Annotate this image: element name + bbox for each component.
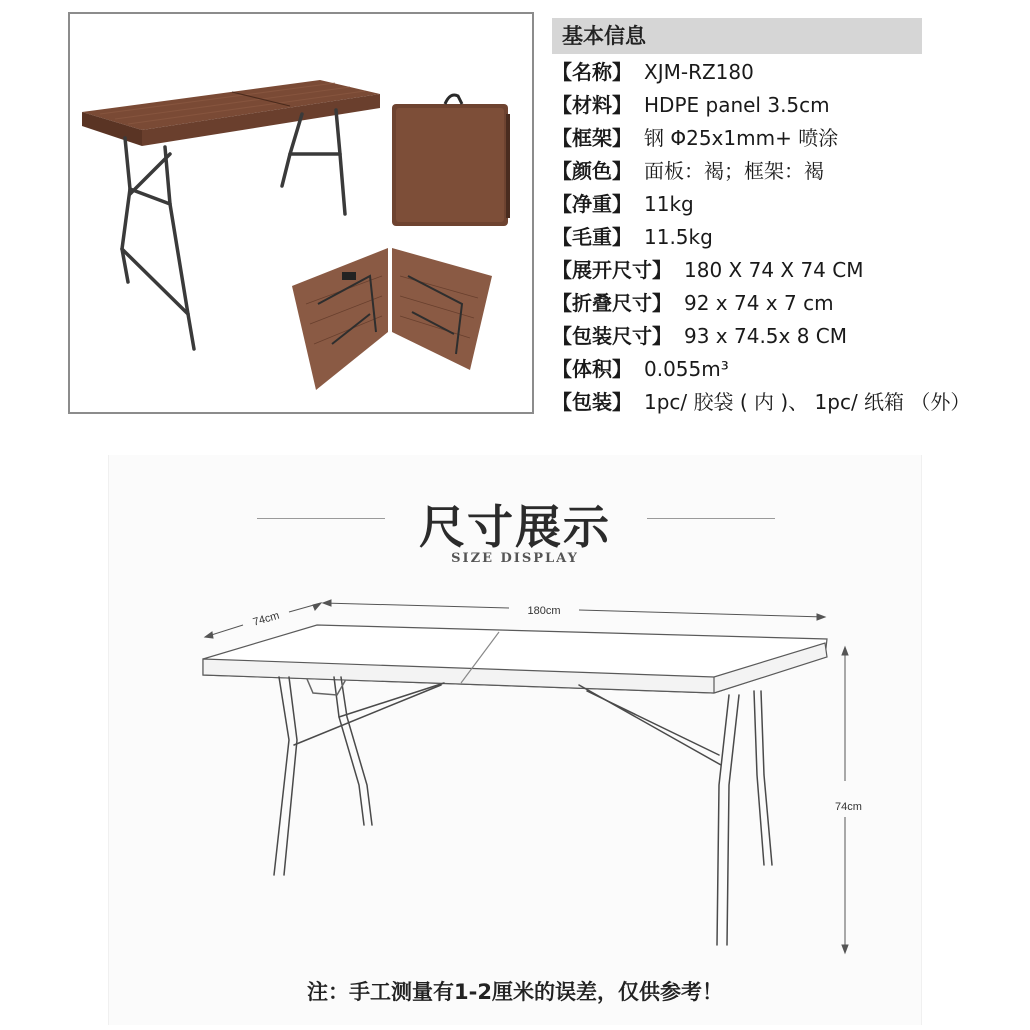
spec-row bbox=[552, 155, 1022, 188]
spec-row bbox=[552, 56, 1022, 89]
spec-label: 【净重】 bbox=[552, 192, 632, 216]
spec-value: XJM-RZ180 bbox=[644, 60, 754, 84]
measurement-footnote: 注：手工测量有1-2厘米的误差，仅供参考！ bbox=[307, 980, 723, 1004]
spec-row bbox=[552, 287, 1022, 320]
table-legs bbox=[274, 677, 772, 945]
spec-label: 【名称】 bbox=[552, 60, 632, 84]
spec-value: 1pc/ 胶袋 ( 内 )、 1pc/ 纸箱 （外） bbox=[644, 390, 971, 414]
spec-value: HDPE panel 3.5cm bbox=[644, 93, 830, 117]
basic-info-header: 基本信息 bbox=[552, 18, 922, 54]
length-label: 180cm bbox=[527, 605, 561, 617]
spec-value: 0.055m³ bbox=[644, 357, 729, 381]
spec-row bbox=[552, 353, 1022, 386]
spec-value: 11.5kg bbox=[644, 225, 713, 249]
spec-label: 【包装尺寸】 bbox=[552, 324, 672, 348]
spec-value: 11kg bbox=[644, 192, 694, 216]
spec-label: 【框架】 bbox=[552, 126, 632, 150]
spec-value: 92 x 74 x 7 cm bbox=[684, 291, 834, 315]
width-label: 74cm bbox=[251, 609, 281, 629]
size-display-title: 尺寸展示 bbox=[419, 500, 611, 554]
spec-label: 【折叠尺寸】 bbox=[552, 291, 672, 315]
length-dimension-line bbox=[323, 600, 825, 620]
spec-row bbox=[552, 122, 1022, 155]
spec-label: 【颜色】 bbox=[552, 159, 632, 183]
spec-row bbox=[552, 320, 1022, 353]
spec-label: 【毛重】 bbox=[552, 225, 632, 249]
spec-row bbox=[552, 221, 1022, 254]
spec-value: 钢 Φ25x1mm+ 喷涂 bbox=[644, 126, 839, 150]
spec-value: 180 X 74 X 74 CM bbox=[684, 258, 864, 282]
spec-list bbox=[552, 56, 1022, 419]
folded-table-photo bbox=[392, 95, 510, 226]
spec-row bbox=[552, 89, 1022, 122]
table-dimension-drawing bbox=[109, 455, 921, 1025]
spec-label: 【材料】 bbox=[552, 93, 632, 117]
spec-label: 【展开尺寸】 bbox=[552, 258, 672, 282]
height-label: 74cm bbox=[835, 801, 862, 813]
spec-row bbox=[552, 254, 1022, 287]
height-dimension-line bbox=[842, 647, 848, 953]
spec-row bbox=[552, 386, 1022, 419]
size-display-panel bbox=[108, 455, 922, 1025]
product-photos bbox=[70, 14, 532, 412]
basic-info-panel bbox=[552, 18, 1022, 419]
spec-label: 【体积】 bbox=[552, 357, 632, 381]
spec-value: 面板：褐；框架：褐 bbox=[644, 159, 824, 183]
spec-row bbox=[552, 188, 1022, 221]
spec-label: 【包装】 bbox=[552, 390, 632, 414]
size-display-subtitle: SIZE DISPLAY bbox=[451, 551, 579, 566]
product-photo-frame bbox=[68, 12, 534, 414]
table-outline bbox=[203, 625, 827, 693]
folded-underside-photo bbox=[292, 248, 492, 390]
spec-value: 93 x 74.5x 8 CM bbox=[684, 324, 848, 348]
